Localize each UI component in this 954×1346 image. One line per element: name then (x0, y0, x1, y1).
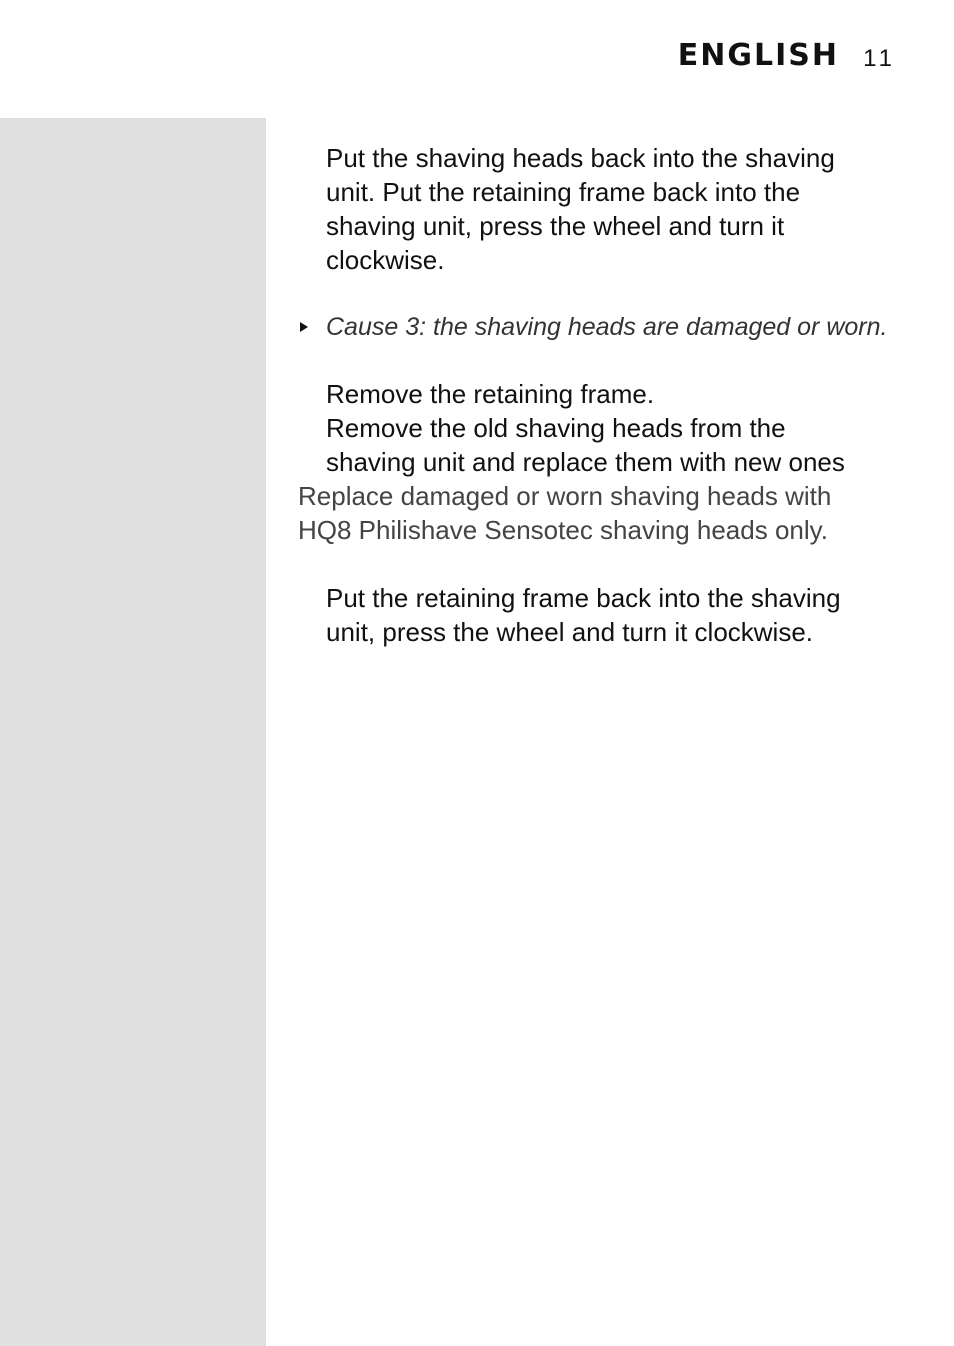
page-number: 11 (863, 45, 896, 72)
triangle-bullet-icon (300, 322, 308, 332)
replacement-note: Replace damaged or worn shaving heads with HQ8 Philishave Sensotec shaving heads only. (298, 481, 832, 545)
language-heading: ENGLISH (677, 38, 839, 73)
step-remove-frame: Remove the retaining frame. (326, 379, 655, 409)
step-refit-frame: Put the retaining frame back into the shaving unit, press the wheel and turn it clockwise. (326, 583, 841, 647)
main-content (298, 141, 918, 649)
step-replace-heads: Remove the old shaving heads from the shaving unit and replace them with new ones (326, 413, 845, 477)
cause-text: Cause 3: the shaving heads are damaged or worn. (326, 313, 888, 341)
left-margin-panel (0, 118, 266, 1346)
step-reassemble-heads: Put the shaving heads back into the shaving unit. Put the retaining frame back into the shaving unit, press the wheel and turn it clockwise. (326, 143, 835, 275)
cause-item (298, 310, 918, 344)
